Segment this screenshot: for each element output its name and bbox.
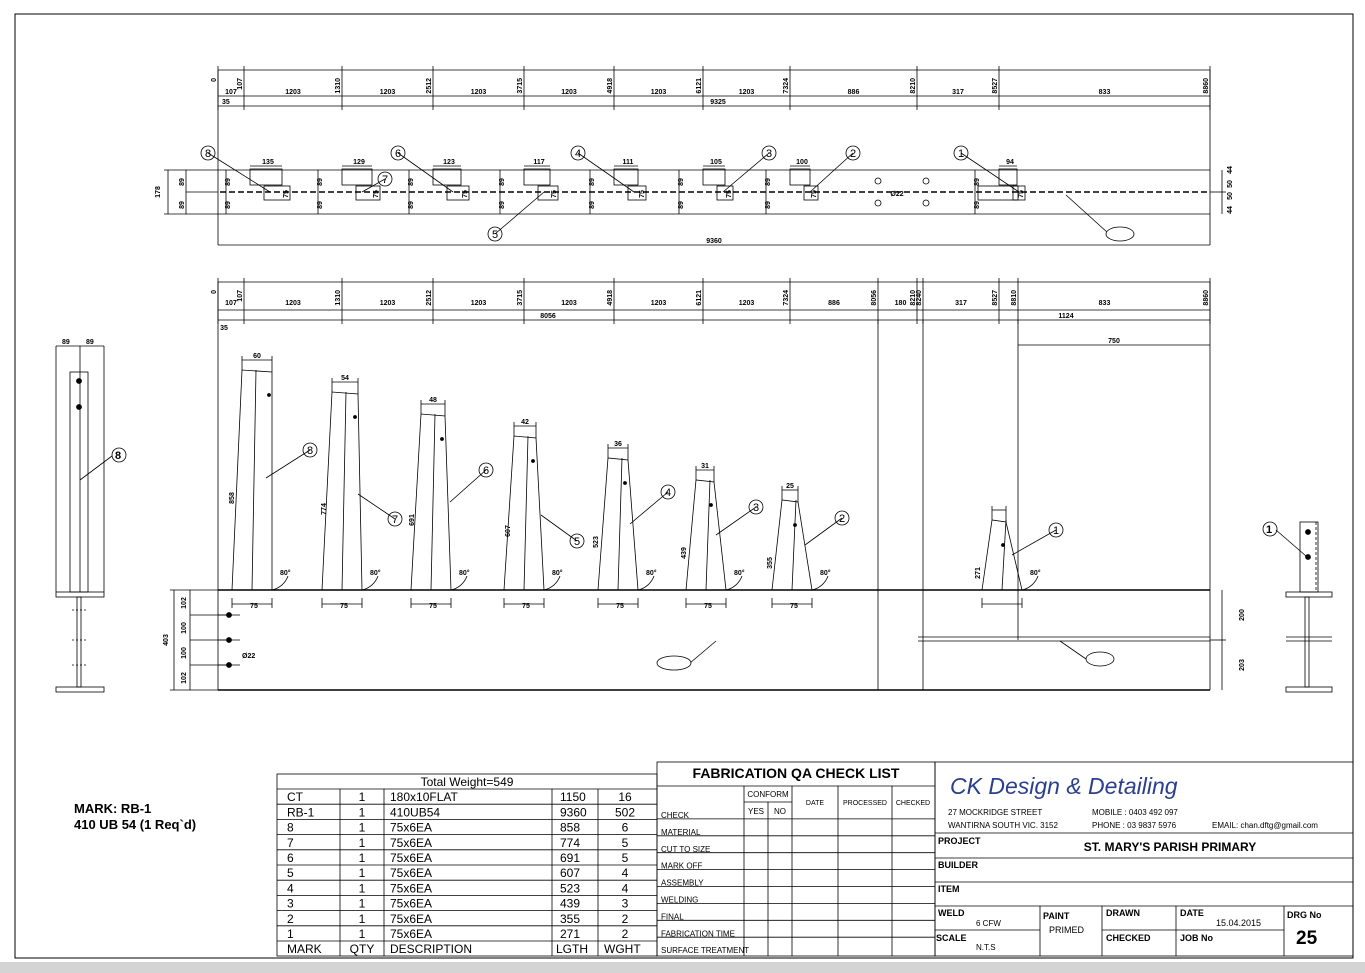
bom-cell: 75x6EA: [390, 851, 433, 865]
item-label: ITEM: [938, 884, 960, 894]
elev-spacing-dim: 1203: [379, 300, 396, 307]
bom-cell: 9360: [560, 805, 587, 820]
date-label: DATE: [1180, 908, 1204, 918]
bom-cell: 4: [287, 881, 294, 896]
bom-cell: 607: [560, 866, 581, 881]
plan-small-89: 89: [317, 201, 324, 209]
plan-bolt-dia: Ø22: [890, 191, 904, 198]
plan-callout-6: 6: [394, 148, 402, 160]
qa-yes: YES: [747, 807, 765, 816]
qa-date: DATE: [805, 800, 825, 807]
project-label: PROJECT: [938, 836, 981, 846]
elev-h100a: 100: [181, 622, 188, 634]
side-view-left: [56, 346, 126, 692]
elev-angle-top: 60: [253, 353, 261, 360]
side-left-callout: 8: [115, 450, 122, 462]
bom-cell: 858: [560, 820, 581, 835]
elev-angle-deg: 80°: [646, 570, 657, 577]
elev-dim-1124: 1124: [1058, 313, 1074, 320]
elev-angle-deg: 80°: [370, 570, 381, 577]
plan-small-89: 89: [589, 178, 596, 186]
plan-callout-4: 4: [574, 148, 582, 160]
elev-angle-base: 75: [704, 603, 712, 610]
plan-chain-dim: 8860: [1203, 78, 1210, 94]
plan-cleat-width: 100: [796, 159, 808, 166]
plan-spacing-dim: 1203: [470, 89, 487, 96]
elev-height-403: 403: [163, 634, 170, 646]
plan-small-75: 75: [373, 190, 380, 198]
plan-callout-8: 8: [204, 148, 212, 160]
qa-item: FINAL: [661, 912, 684, 922]
plan-chain-dim: 8527: [992, 78, 999, 94]
plan-chain-dim: 3715: [517, 78, 524, 94]
bom-cell: 1: [358, 851, 366, 865]
elev-chain-dim: 3715: [517, 290, 524, 306]
elev-angle-top: 31: [701, 463, 709, 470]
side-left-dim-a: 89: [62, 339, 70, 346]
plan-spacing-dim: 886: [847, 89, 860, 96]
plan-dim-9325: 9325: [710, 99, 726, 106]
elev-right-203: 203: [1239, 659, 1246, 671]
elev-angle-base: 75: [250, 603, 258, 610]
qa-item: CUT TO SIZE: [661, 844, 711, 854]
plan-small-89: 89: [678, 178, 685, 186]
plan-chain-dim: 2512: [426, 78, 433, 94]
bom-cell: 4: [621, 866, 629, 881]
bom-cell: 1: [358, 790, 366, 805]
bom-cell: 5: [621, 835, 629, 850]
elev-callout-5: 5: [573, 536, 581, 548]
bom-cell: 523: [560, 881, 581, 896]
qa-no: NO: [774, 807, 786, 816]
bom-cell: 2: [621, 927, 629, 941]
bom-cell: 355: [560, 911, 581, 926]
plan-chain-dim: 0: [211, 78, 218, 82]
plan-half-a: 89: [179, 178, 186, 186]
elev-h102b: 102: [181, 672, 188, 684]
plan-chain-dim: 4918: [607, 78, 614, 94]
elev-callout-4: 4: [664, 487, 672, 499]
elev-angle-length: 858: [229, 492, 236, 504]
bom-cell: 6: [287, 851, 294, 865]
bom-cell: 180x10FLAT: [390, 790, 458, 805]
plan-right-44b: 44: [1227, 166, 1234, 174]
paint-value: PRIMED: [1049, 925, 1085, 935]
elev-chain-dim: 8056: [871, 290, 878, 306]
side-view-right: [1263, 522, 1332, 692]
plan-small-89: 89: [765, 201, 772, 209]
bom-header: DESCRIPTION: [390, 942, 473, 957]
plan-small-75: 75: [726, 190, 733, 198]
plan-chain-dim: 1310: [335, 78, 342, 94]
date-value: 15.04.2015: [1216, 918, 1262, 928]
elev-chain-dim: 8527: [992, 290, 999, 306]
qa-item: SURFACE TREATMENT: [661, 946, 750, 956]
bom-cell: 1150: [560, 790, 586, 805]
qa-item: ASSEMBLY: [661, 878, 704, 888]
plan-small-89: 89: [499, 178, 506, 186]
elev-callout-8: 8: [306, 445, 314, 457]
bom-cell: 1: [358, 820, 366, 835]
drawn-label: DRAWN: [1106, 908, 1140, 918]
qa-rows: [657, 811, 935, 955]
elev-h100b: 100: [181, 647, 188, 659]
plan-callout-3: 3: [765, 148, 773, 160]
elev-chain-dim: 7324: [783, 290, 790, 306]
bom-cell: 75x6EA: [390, 927, 433, 941]
bom-cell: 774: [560, 835, 581, 850]
plan-small-89: 89: [408, 178, 415, 186]
bom-cell: 5: [287, 866, 294, 881]
bom-cell: 4: [621, 881, 629, 896]
plan-small-75: 75: [1018, 190, 1025, 198]
bom-cell: 1: [287, 927, 294, 941]
bom-cell: CT: [287, 790, 303, 805]
elev-spacing-dim: 1203: [285, 300, 301, 307]
plan-small-89: 89: [317, 178, 324, 186]
bom-cell: 5: [621, 851, 629, 865]
project-name: ST. MARY'S PARISH PRIMARY: [1083, 840, 1257, 854]
elev-spacing-dim: 107: [225, 300, 237, 307]
side-left-dim-b: 89: [86, 339, 94, 346]
plan-cleat-width: 123: [443, 159, 455, 166]
plan-chain-dim: 6121: [696, 78, 703, 94]
elev-spacing-dim: 1203: [650, 300, 667, 307]
elev-angle-base: 75: [790, 603, 798, 610]
weld-value: 6 CFW: [976, 919, 1001, 928]
plan-spacing-dim: 317: [952, 89, 964, 96]
elev-angle-deg: 80°: [734, 570, 745, 577]
plan-width: 178: [155, 186, 162, 198]
elev-angle-top: 25: [786, 483, 794, 490]
elev-angle-base: 75: [340, 603, 348, 610]
company-mobile: MOBILE : 0403 492 097: [1092, 808, 1178, 817]
qa-item: MATERIAL: [661, 827, 701, 837]
elev-spacing-dim: 317: [955, 300, 967, 307]
qa-conform: CONFORM: [747, 790, 789, 799]
plan-small-89: 89: [499, 201, 506, 209]
plan-small-89: 89: [408, 201, 415, 209]
plan-spacing-dim: 1203: [738, 89, 755, 96]
elev-angle-deg: 80°: [1030, 570, 1041, 577]
bom-cell: 6: [621, 820, 629, 835]
plan-small-75: 75: [283, 190, 290, 198]
plan-cleats: [208, 153, 1134, 241]
bom-cell: 75x6EA: [390, 866, 433, 881]
plan-view: [164, 70, 1226, 245]
bom-header: LGTH: [556, 942, 589, 957]
elev-chain-dim: 8810: [1011, 290, 1018, 306]
bom-cell: 1: [358, 866, 366, 881]
plan-small-89: 89: [589, 201, 596, 209]
plan-half-b: 89: [179, 201, 186, 209]
elev-angle-length: 523: [593, 536, 600, 548]
elev-chain-dim: 8860: [1203, 290, 1210, 306]
job-label: JOB No: [1180, 933, 1214, 943]
bom-cell: 271: [560, 927, 581, 941]
elev-chain-dim: 8210: [910, 290, 917, 306]
elev-dim-35: 35: [220, 325, 228, 332]
bom-cell: 1: [358, 881, 366, 896]
bom-total: Total Weight=549: [420, 775, 514, 789]
scale-value: N.T.S: [976, 943, 996, 952]
plan-callout-1: 1: [957, 148, 965, 160]
plan-small-89: 89: [678, 201, 685, 209]
plan-spacing-dim: 107: [225, 89, 237, 96]
bom-cell: 691: [560, 851, 581, 865]
qa-processed: PROCESSED: [843, 800, 887, 807]
plan-dim-35: 35: [222, 99, 230, 106]
elev-right-200: 200: [1239, 609, 1246, 621]
plan-small-89: 89: [225, 201, 232, 209]
elev-angle-top: 42: [521, 419, 529, 426]
elev-callout-6: 6: [482, 465, 490, 477]
bom-header: QTY: [349, 942, 375, 957]
elev-angle-length: 774: [321, 503, 328, 515]
qa-item: FABRICATION TIME: [661, 929, 735, 939]
company-phone: PHONE : 03 9837 5976: [1092, 821, 1177, 830]
drg-value: 25: [1296, 928, 1318, 949]
bom-cell: RB-1: [287, 805, 315, 820]
elev-spacing-dim: 886: [828, 300, 840, 307]
builder-label: BUILDER: [938, 860, 978, 870]
bom-cell: 75x6EA: [390, 820, 433, 835]
elev-angle-base: 75: [429, 603, 437, 610]
elev-spacing-dim: 1203: [561, 300, 577, 307]
bom-cell: 1: [358, 805, 366, 820]
company-email: EMAIL: chan.dftg@gmail.com: [1212, 821, 1318, 830]
company-address-2: WANTIRNA SOUTH VIC. 3152: [948, 821, 1058, 830]
elev-angle-top: 36: [614, 441, 622, 448]
elev-spacing-dim: 1203: [470, 300, 487, 307]
bom-cell: 3: [287, 896, 294, 911]
elev-chain-dim: 6121: [696, 290, 703, 306]
plan-dimension-texts: [155, 78, 1234, 245]
bom-cell: 410UB54: [390, 805, 441, 820]
qa-title: FABRICATION QA CHECK LIST: [692, 765, 900, 781]
bom-cell: 1: [358, 927, 366, 941]
elev-callout-1: 1: [1052, 525, 1060, 537]
elev-chain-dim: 0: [211, 290, 218, 294]
paint-label: PAINT: [1043, 911, 1070, 921]
company-address-1: 27 MOCKRIDGE STREET: [948, 808, 1043, 817]
elev-angle-deg: 80°: [280, 570, 291, 577]
bom-cell: 75x6EA: [390, 835, 433, 850]
scale-label: SCALE: [936, 933, 967, 943]
elev-callout-7: 7: [391, 514, 399, 526]
plan-small-75: 75: [551, 190, 558, 198]
elev-angle-length: 271: [975, 567, 982, 579]
bom-cell: 2: [621, 911, 629, 926]
elev-spacing-dim: 833: [1098, 300, 1111, 307]
plan-small-75: 75: [639, 190, 646, 198]
plan-cleat-width: 94: [1006, 159, 1014, 166]
plan-chain-dim: 7324: [783, 78, 790, 94]
plan-callout-7: 7: [381, 174, 389, 186]
elevation-view: [170, 282, 1226, 690]
plan-callout-2: 2: [849, 148, 857, 160]
plan-cleat-width: 105: [710, 159, 722, 166]
elev-callout-2: 2: [838, 513, 846, 525]
elev-h102a: 102: [181, 597, 188, 609]
side-right-callout: 1: [1266, 524, 1273, 536]
plan-chain-dim: 107: [237, 78, 244, 90]
bom-cell: 16: [618, 790, 632, 805]
bom-cell: 1: [358, 911, 366, 926]
company-logo-text: CK Design & Detailing: [950, 773, 1178, 799]
elev-angle-length: 691: [409, 514, 416, 526]
plan-small-75: 75: [462, 190, 469, 198]
bom-header: WGHT: [604, 942, 641, 957]
plan-spacing-dim: 833: [1098, 89, 1111, 96]
bom-cell: 7: [287, 835, 294, 850]
bom-cell: 75x6EA: [390, 881, 433, 896]
elev-angle-length: 607: [505, 525, 512, 537]
qa-checked: CHECKED: [895, 800, 931, 807]
elevation-angles: [232, 356, 1114, 670]
plan-cleat-width: 135: [262, 159, 274, 166]
elev-spacing-dim: 1203: [738, 300, 755, 307]
bom-cell: 8: [287, 820, 294, 835]
bom-cell: 439: [560, 896, 581, 911]
plan-chain-dim: 8210: [910, 78, 917, 94]
drg-label: DRG No: [1287, 910, 1322, 920]
plan-right-50b: 50: [1227, 180, 1234, 188]
elev-chain-dim: 1310: [335, 290, 342, 306]
bom-cell: 3: [621, 896, 629, 911]
plan-small-89: 89: [974, 178, 981, 186]
plan-callout-5: 5: [491, 229, 499, 241]
plan-cleat-width: 129: [353, 159, 365, 166]
plan-right-44a: 44: [1227, 206, 1234, 214]
elev-dim-8056: 8056: [540, 313, 556, 320]
elev-angle-base: 75: [616, 603, 624, 610]
elev-angle-deg: 80°: [552, 570, 563, 577]
qa-table: [657, 762, 935, 956]
mark-line-2: 410 UB 54 (1 Req`d): [74, 817, 197, 832]
mark-line-1: MARK: RB-1: [74, 801, 152, 816]
elev-bolt-dia: Ø22: [242, 653, 256, 660]
bom-cell: 2: [287, 911, 294, 926]
elev-angle-length: 355: [767, 557, 774, 569]
elev-angle-top: 54: [341, 375, 349, 382]
bom-header: MARK: [287, 942, 322, 957]
plan-overall-length: 9360: [706, 238, 722, 245]
plan-spacing-dim: 1203: [561, 89, 577, 96]
qa-item: CHECK: [661, 811, 690, 820]
elev-chain-dim: 2512: [426, 290, 433, 306]
elevation-dimension-texts: [163, 290, 1246, 684]
plan-small-89: 89: [225, 178, 232, 186]
elev-chain-dim: 107: [237, 290, 244, 302]
elev-angle-length: 439: [681, 547, 688, 559]
plan-spacing-dim: 1203: [650, 89, 667, 96]
plan-spacing-dim: 1203: [379, 89, 396, 96]
elev-chain-dim: 4918: [607, 290, 614, 306]
plan-small-89: 89: [974, 201, 981, 209]
bottom-band: [0, 962, 1365, 973]
bom-cell: 75x6EA: [390, 896, 433, 911]
weld-label: WELD: [938, 908, 965, 918]
elev-angle-top: 48: [429, 397, 437, 404]
bom-cell: 1: [358, 835, 366, 850]
elev-angle-deg: 80°: [459, 570, 470, 577]
plan-small-89: 89: [765, 178, 772, 186]
elev-spacing-dim: 180: [894, 300, 907, 307]
elev-dim-750: 750: [1108, 338, 1120, 345]
qa-item: MARK OFF: [661, 861, 703, 871]
bom-cell: 75x6EA: [390, 911, 433, 926]
qa-item: WELDING: [661, 895, 699, 905]
elev-chain-dim: 8240: [916, 290, 923, 306]
plan-right-50a: 50: [1227, 192, 1234, 200]
bom-rows: [277, 790, 657, 956]
plan-spacing-dim: 1203: [285, 89, 301, 96]
plan-small-75: 75: [811, 190, 818, 198]
bom-cell: 502: [614, 805, 636, 820]
elev-angle-base: 75: [522, 603, 530, 610]
elev-angle-deg: 80°: [820, 570, 831, 577]
checked-label: CHECKED: [1106, 933, 1151, 943]
elev-callout-3: 3: [752, 502, 760, 514]
bom-cell: 1: [358, 896, 366, 911]
plan-cleat-width: 111: [622, 159, 634, 166]
plan-cleat-width: 117: [533, 159, 545, 166]
